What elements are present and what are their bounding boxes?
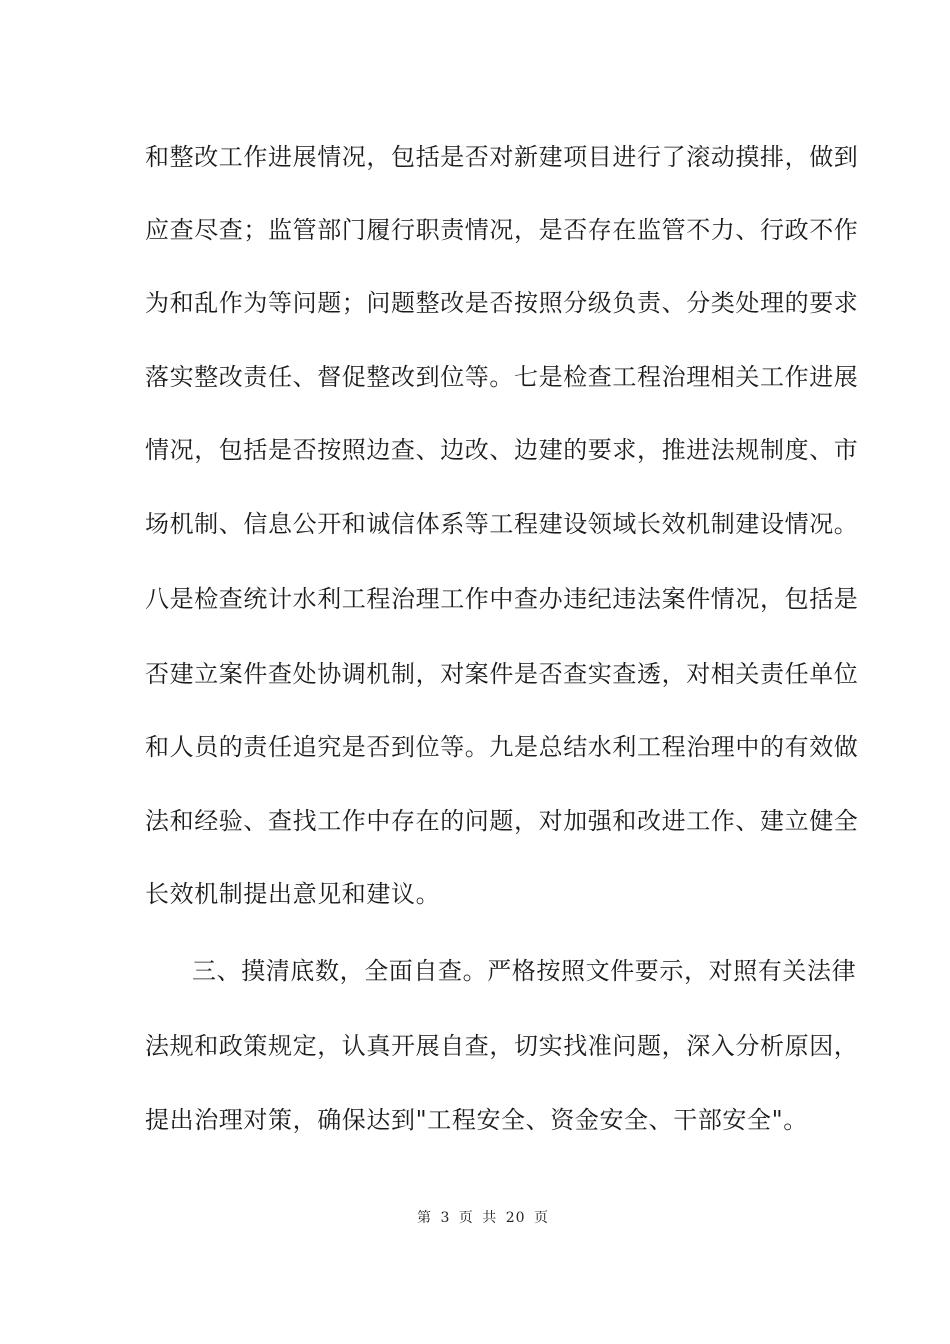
body-text-line: 为和乱作为等问题；问题整改是否按照分级负责、分类处理的要求 (145, 289, 859, 317)
section-heading-line: 三、摸清底数，全面自查。严格按照文件要示，对照有关法律 (192, 957, 857, 985)
body-text-line: 和整改工作进展情况，包括是否对新建项目进行了滚动摸排，做到 (145, 143, 859, 171)
body-text-line: 场机制、信息公开和诚信体系等工程建设领域长效机制建设情况。 (145, 510, 859, 538)
page-number-footer: 第 3 页 共 20 页 (417, 1210, 549, 1226)
body-text-line: 应查尽查；监管部门履行职责情况，是否存在监管不力、行政不作 (145, 216, 859, 244)
body-text-line: 和人员的责任追究是否到位等。九是总结水利工程治理中的有效做 (145, 733, 859, 761)
body-text-line: 八是检查统计水利工程治理工作中查办违纪违法案件情况，包括是 (145, 585, 859, 613)
body-text-line: 法规和政策规定，认真开展自查，切实找准问题，深入分析原因， (145, 1032, 859, 1060)
body-text-line: 落实整改责任、督促整改到位等。七是检查工程治理相关工作进展 (145, 363, 859, 391)
body-text-line-end: 提出治理对策，确保达到"工程安全、资金安全、干部安全"。 (145, 1106, 808, 1134)
body-text-line: 法和经验、查找工作中存在的问题，对加强和改进工作、建立健全 (145, 807, 859, 835)
body-text-line-end: 长效机制提出意见和建议。 (145, 880, 441, 908)
body-text-line: 否建立案件查处协调机制，对案件是否查实查透，对相关责任单位 (145, 660, 859, 688)
body-text-line: 情况，包括是否按照边查、边改、边建的要求，推进法规制度、市 (145, 436, 859, 464)
